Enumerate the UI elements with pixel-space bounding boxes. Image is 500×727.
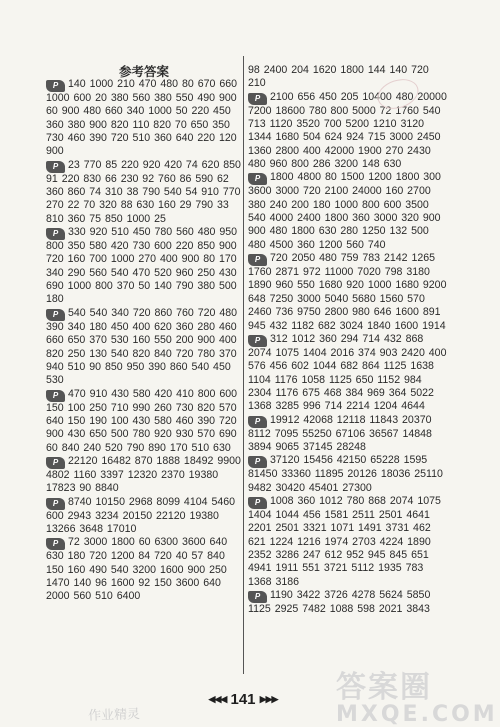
answer-text: 98 2400 204 1620 1800 144 140 720 210: [248, 64, 429, 90]
answer-text: 720 2050 480 759 783 2142 1265 1760 2871 972 11000 7020 798 3180 1890 960 550 1680 920 1000 1680 9200 648 7250 3000 5040 5680 1560 570 2460 736 9750 2800 980 646 1600 891 945 432 1182 682 3024 1840 1600 1914: [248, 252, 447, 332]
answer-text: 22120 16482 870 1888 18492 9900 4802 1160 3397 12320 2370 19380 17823 90 8840: [46, 454, 241, 495]
answer-text: 1008 360 1012 780 868 2074 1075 1404 1044 456 1581 2511 2501 4641 2201 2501 3321 1071 1491 3731 462 621 1224 1216 1974 2703 4224 1890 2352 3286 247 612 952 945 845 651 4941 1911 551 3721 5112 1935 783 1368 3186: [248, 494, 441, 588]
watermark-left: 作业精灵: [87, 706, 141, 723]
page-number-text: 141: [230, 691, 256, 708]
answer-text: 312 1012 360 294 714 432 868 2074 1075 1404 2016 374 903 2420 400 576 456 602 1044 682 864 1125 1638 1104 1176 1058 1125 650 1152 984 2304 1176 675 468 384 969 364 5022 1368 3285 996 714 2214 1204 4644: [248, 332, 447, 413]
page-number: [193, 691, 293, 708]
answer-text: 140 1000 210 470 480 80 670 660 1000 600 20 380 560 380 550 490 900 60 900 480 660 340 1000 50 220 450 360 380 900 820 110 820 70 650 350 730 460 390 720 510 360 640 220 120 900: [46, 78, 238, 158]
page-badge-icon: P: [248, 416, 267, 428]
column-divider: [243, 56, 244, 674]
answer-block: [248, 171, 448, 252]
answer-block: [248, 589, 448, 616]
page-badge-icon: P: [46, 80, 65, 92]
answer-text: 540 540 340 720 860 760 720 480 390 340 180 450 400 620 360 280 460 660 650 370 530 160 550 200 900 400 820 250 130 540 820 840 720 780 370 940 510 90 850 950 390 860 540 450 530: [46, 306, 238, 387]
right-column: [248, 64, 448, 616]
nav-left-icon: ◀◀◀: [208, 694, 227, 704]
nav-right-icon: ▶▶▶: [259, 694, 278, 704]
page-badge-icon: P: [46, 228, 65, 240]
page-badge-icon: P: [248, 335, 267, 347]
answer-block: [46, 159, 242, 226]
answer-block: [248, 495, 448, 589]
watermark-logo-url: MXQE.COM: [336, 702, 498, 727]
answer-text: 37120 15456 42150 65228 1595 81450 33360 11895 20126 18036 25110 9482 30420 45401 27300: [248, 454, 443, 494]
answer-text: 330 920 510 450 780 560 480 950 800 350 580 420 730 600 220 850 900 720 160 700 1000 270 400 900 80 170 340 290 560 540 470 520 960 250 430 690 1000 800 370 50 140 790 380 500 180: [46, 226, 238, 306]
page-badge-icon: P: [46, 309, 65, 321]
answer-text: 1800 4800 80 1500 1200 1800 300 3600 3000 720 2100 24000 160 2700 380 240 200 180 1000 800 600 3500 540 4000 2400 1800 360 3000 320 900 900 480 1800 630 280 1250 132 500 480 4500 360 1200 560 740: [248, 171, 441, 251]
page-badge-icon: P: [46, 161, 65, 173]
answer-block: [248, 333, 448, 414]
watermark-logo-text: 答案圈: [336, 670, 432, 705]
answer-block: [46, 388, 242, 455]
page-title: 参考答案: [118, 64, 169, 79]
page-badge-icon: P: [248, 591, 267, 603]
page-badge-icon: P: [46, 498, 65, 510]
answer-text: 2100 656 450 205 10400 480 20000 7200 18600 780 800 5000 72 1760 540 713 1120 3520 700 5200 1210 3120 1344 1680 504 624 924 715 3000 2450 1360 2800 400 42000 1900 270 2430 480 960 800 286 3200 148 630: [248, 90, 447, 171]
answer-block: [248, 91, 448, 172]
page-badge-icon: P: [248, 93, 267, 105]
answer-block: [248, 414, 448, 455]
page-badge-icon: P: [248, 497, 267, 509]
answer-text: 470 910 430 580 420 410 800 600 150 100 250 710 990 260 730 820 570 640 150 190 100 430 580 460 390 720 900 430 650 500 780 920 930 570 690 60 840 240 520 790 890 170 510 630: [46, 387, 238, 454]
answer-block: [248, 454, 448, 495]
page-badge-icon: P: [248, 254, 267, 266]
answer-text: 1190 3422 3726 4278 5624 5850 1125 2925 7482 1088 598 2021 3843: [248, 589, 431, 615]
watermark-logo: [336, 672, 496, 726]
answer-text: 8740 10150 2968 8099 4104 5460 600 2943 3234 20150 22120 19380 13266 3648 17010: [46, 495, 236, 535]
answer-text: 19912 42068 12118 11843 20370 8112 7095 55250 67106 36567 14848 3894 9065 37145 28248: [248, 413, 432, 453]
page-badge-icon: P: [46, 457, 65, 469]
answer-block: [46, 226, 242, 307]
answer-block: [46, 536, 242, 603]
answer-block: [46, 496, 242, 537]
left-column: [46, 78, 242, 604]
page-badge-icon: P: [248, 173, 267, 185]
answer-text: 72 3000 1800 60 6300 3600 640 630 180 720 1200 84 720 40 57 840 150 160 490 540 3200 1600 900 250 1470 140 96 1600 92 150 3600 640 2000 560 510 6400: [46, 536, 228, 603]
answer-text: 23 770 85 220 920 420 74 620 850 91 220 830 66 230 92 760 86 590 62 360 860 74 310 38 790 540 54 910 770 270 22 70 320 88 630 160 29 790 33 810 360 75 850 1000 25: [46, 158, 241, 225]
page-badge-icon: P: [248, 456, 267, 468]
answer-block: [46, 455, 242, 496]
page-badge-icon: P: [46, 538, 65, 550]
answer-block: [46, 307, 242, 388]
answer-block: [248, 252, 448, 333]
page-badge-icon: P: [46, 390, 65, 402]
answer-block: [46, 78, 242, 159]
